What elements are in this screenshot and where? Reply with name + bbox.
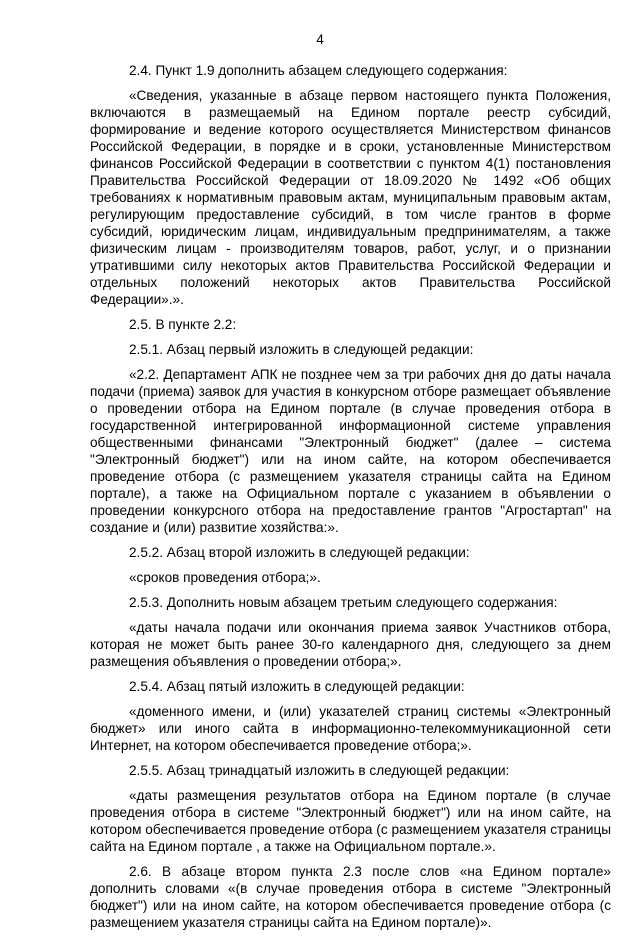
paragraph-2-5-1: 2.5.1. Абзац первый изложить в следующей редакции: (129, 342, 474, 357)
paragraph-quote-results: «даты размещения результатов отбора на Едином портале (в случае проведения отбора в системе "Электронный бюджет") или на ином сайте, на котором обеспечивается проведение отбора (с размещением указателя страницы сайта на Едином портале , а также на Официальном портале.». (90, 788, 611, 854)
paragraph-2-5-3: 2.5.3. Дополнить новым абзацем третьим следующего содержания: (129, 595, 558, 610)
paragraph-2-5-5: 2.5.5. Абзац тринадцатый изложить в следующей редакции: (129, 763, 510, 778)
paragraph-2-5-4: 2.5.4. Абзац пятый изложить в следующей редакции: (129, 679, 465, 694)
paragraph-quote-deadlines: «сроков проведения отбора;». (129, 570, 321, 585)
paragraph-2-4: 2.4. Пункт 1.9 дополнить абзацем следующего содержания: (129, 63, 508, 78)
document-body (90, 62, 611, 939)
paragraph-2-6: 2.6. В абзаце втором пункта 2.3 после слов «на Едином портале» дополнить словами «(в случае проведения отбора в системе "Электронный бюджет") или на ином сайте, на котором обеспечивается проведение отбора (с размещением указателя страницы сайта на Едином портале)». (90, 864, 611, 930)
paragraph-quote-2-2: «2.2. Департамент АПК не позднее чем за три рабочих дня до даты начала подачи (приема) заявок для участия в конкурсном отборе размещает объявление о проведении отбора на Едином портале (в случае проведения отбора в государственной интегрированной информационной системе управления общественными финансами "Электронный бюджет" (далее – система "Электронный бюджет") или на ином сайте, на котором обеспечивается проведение отбора (с размещением указателя страницы сайта на Едином портале), а также на Официальном портале с указанием в объявлении о проведении конкурсного отбора на предоставление грантов "Агростартап" на создание и (или) развитие хозяйства:». (90, 367, 611, 535)
paragraph-quote-1-9: «Сведения, указанные в абзаце первом настоящего пункта Положения, включаются в размещаемый на Едином портале реестр субсидий, формирование и ведение которого осуществляется Министерством финансов Российской Федерации, в порядке и в сроки, установленные Министерством финансов Российской Федерации в соответствии с пунктом 4(1) постановления Правительства Российской Федерации от 18.09.2020 № 1492 «Об общих требованиях к нормативным правовым актам, муниципальным правовым актам, регулирующим предоставление субсидий, в том числе грантов в форме субсидий, юридическим лицам, индивидуальным предпринимателям, а также физическим лицам - производителям товаров, работ, услуг, и о признании утратившими силу некоторых актов Правительства Российской Федерации и отдельных положений некоторых актов Правительства Российской Федерации».». (90, 88, 611, 307)
paragraph-quote-dates: «даты начала подачи или окончания приема заявок Участников отбора, которая не может быть ранее 30-го календарного дня, следующего за днем размещения объявления о проведении отбора;». (90, 620, 611, 669)
page-number: 4 (316, 32, 324, 47)
paragraph-2-5-2: 2.5.2. Абзац второй изложить в следующей редакции: (129, 545, 470, 560)
paragraph-2-5: 2.5. В пункте 2.2: (129, 317, 237, 332)
paragraph-quote-domain: «доменного имени, и (или) указателей страниц системы «Электронный бюджет» или иного сайта в информационно-телекоммуникационной сети Интернет, на котором обеспечивается проведение отбора;». (90, 704, 611, 753)
